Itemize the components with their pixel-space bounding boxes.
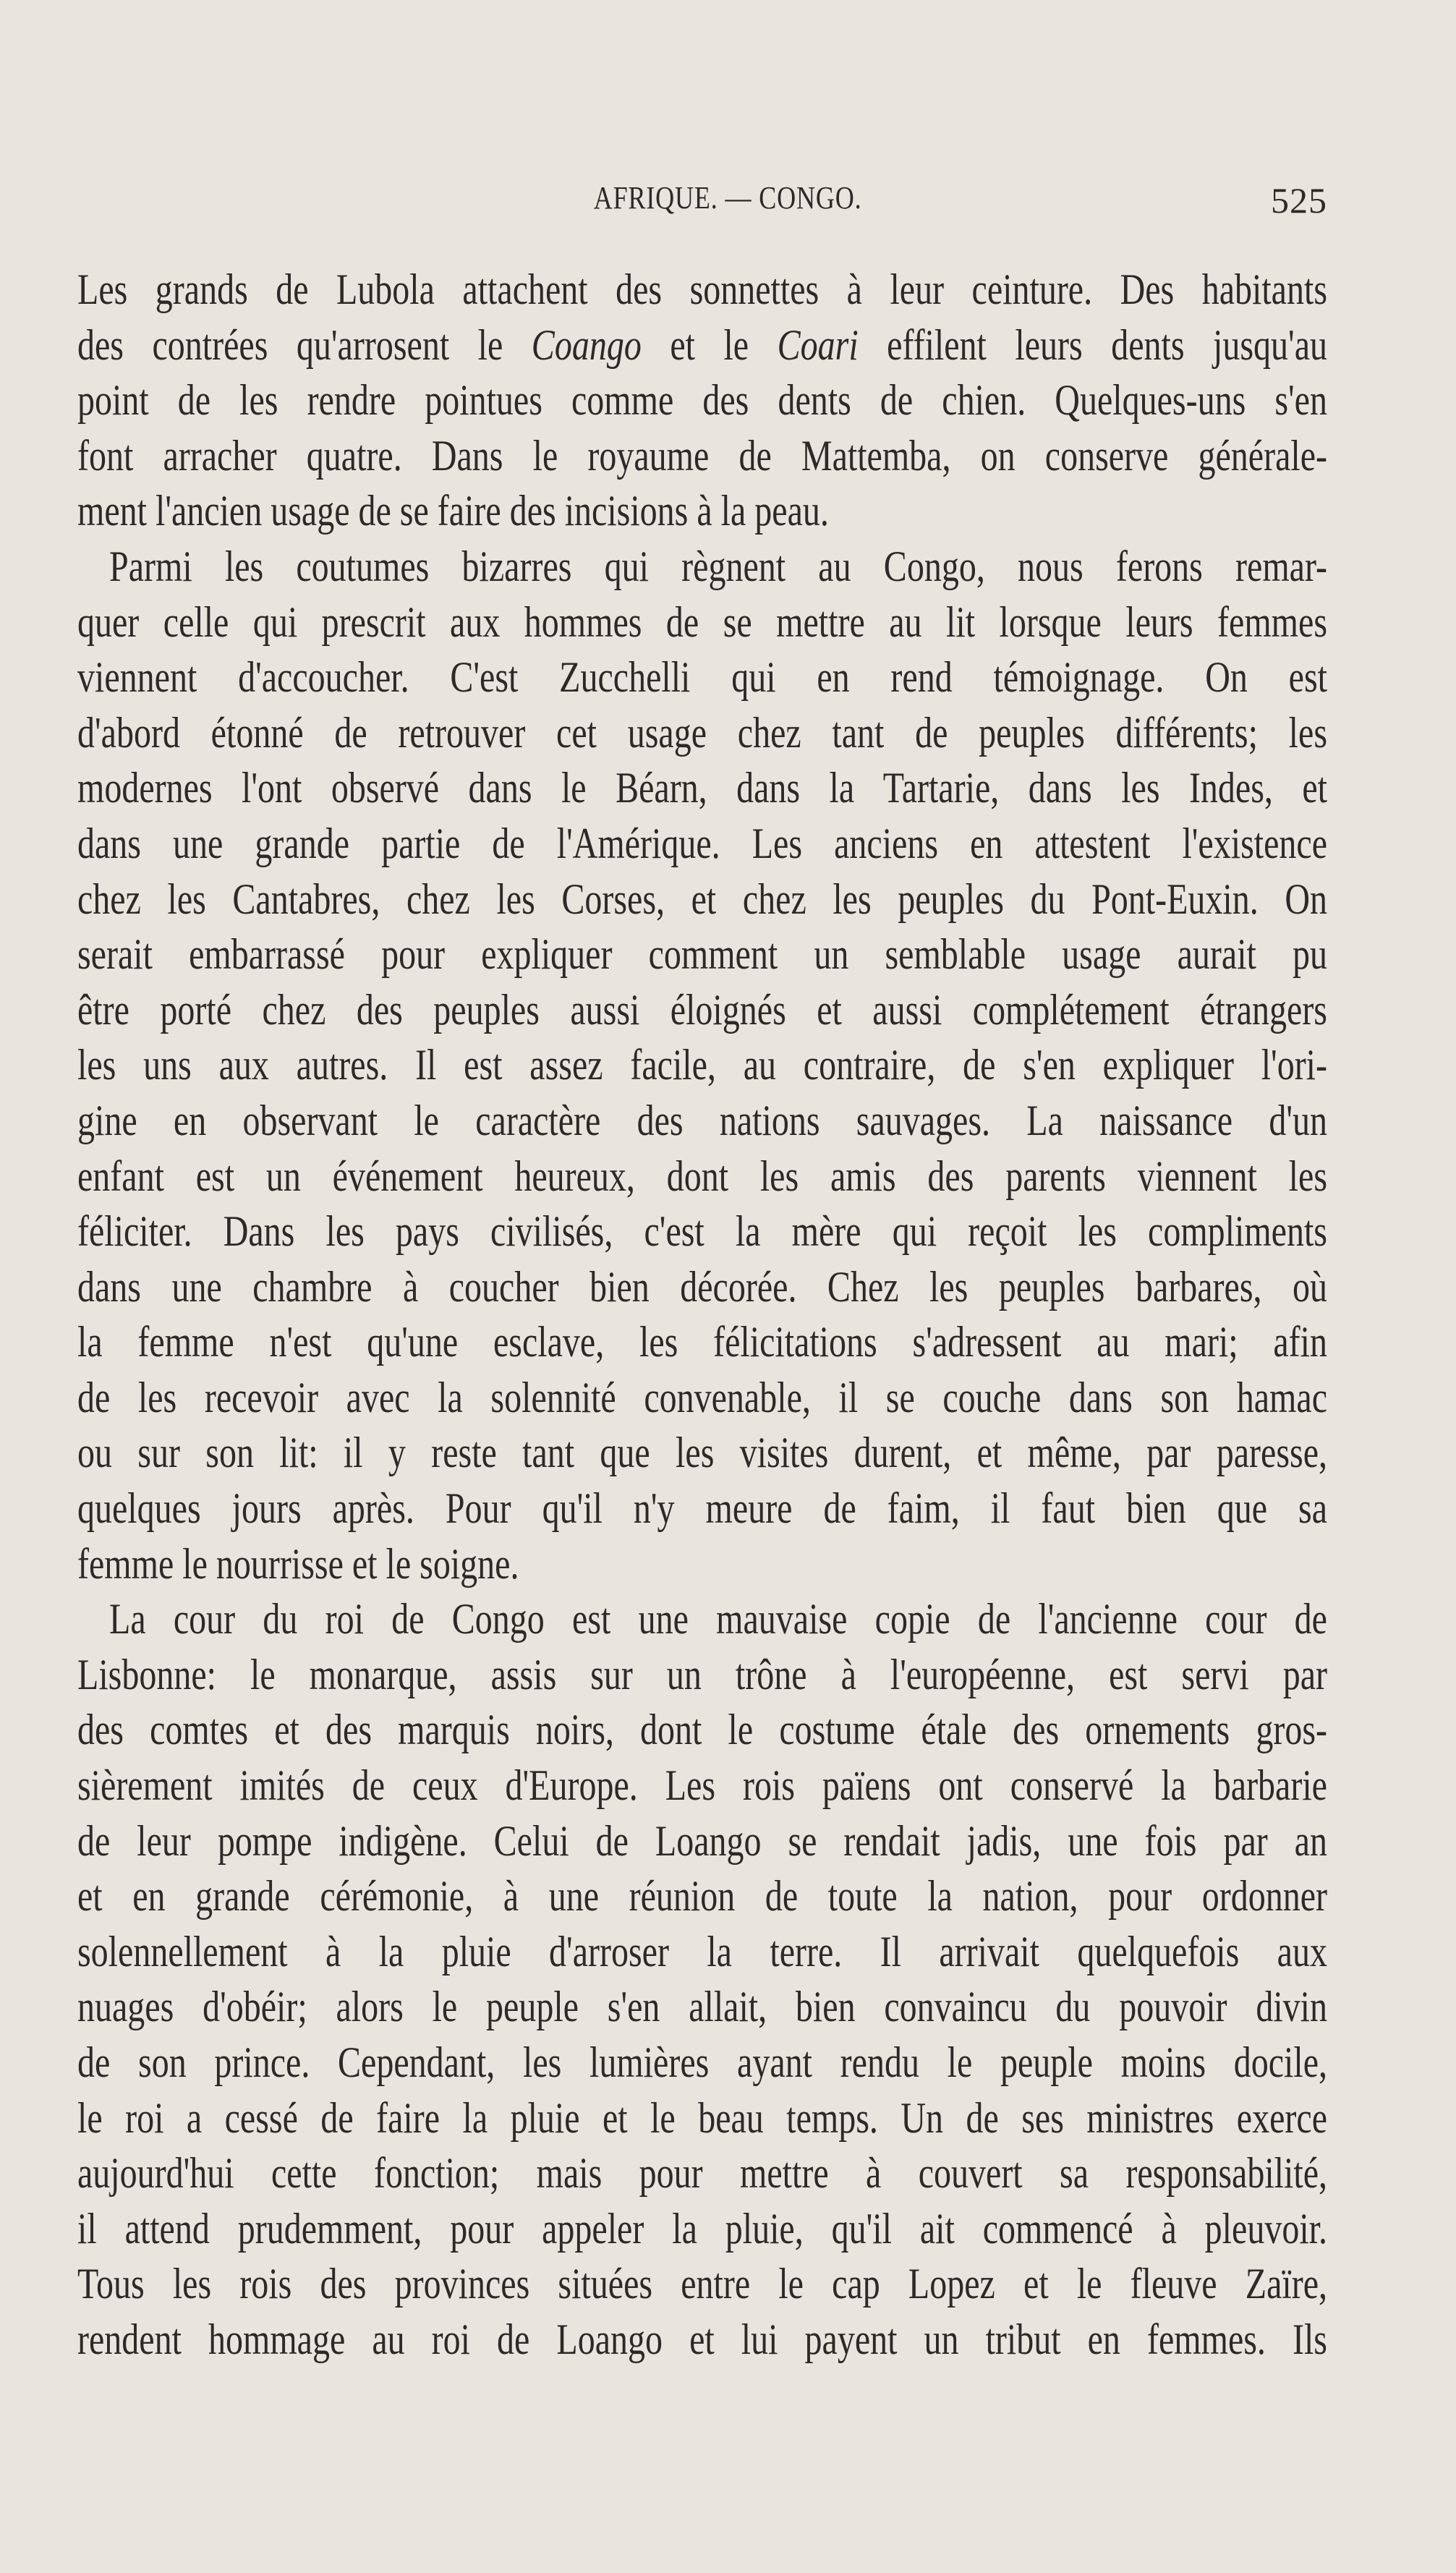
text-line-content — [77, 1093, 1327, 1149]
text-line-content — [77, 1314, 1327, 1370]
text-line — [77, 595, 1327, 650]
text-line — [77, 1149, 1327, 1204]
text-segment: Tous les rois des provinces situées entre le cap Lopez et le fleuve Zaïre, — [77, 2260, 1327, 2308]
text-line-content — [77, 816, 1327, 872]
text-line — [77, 760, 1327, 816]
text-line — [77, 2256, 1327, 2312]
text-segment: et le — [641, 320, 778, 369]
text-segment: la femme n'est qu'une esclave, les félicitations s'adressent au mari; afin — [77, 1318, 1327, 1366]
italic-place-name: Coari — [777, 320, 859, 369]
text-line-content — [77, 539, 1327, 595]
text-segment: Parmi les coutumes bizarres qui règnent au Congo, nous ferons remar- — [109, 542, 1327, 590]
text-line-content — [77, 1758, 1327, 1813]
italic-place-name: Coango — [531, 320, 642, 369]
text-segment: sièrement imités de ceux d'Europe. Les rois païens ont conservé la barbarie — [77, 1761, 1327, 1810]
text-segment: de son prince. Cependant, les lumières ayant rendu le peuple moins docile, — [77, 2038, 1327, 2086]
text-segment: féliciter. Dans les pays civilisés, c'est la mère qui reçoit les compliments — [77, 1207, 1327, 1256]
text-segment: font arracher quatre. Dans le royaume de Mattemba, on conserve générale- — [77, 431, 1327, 480]
text-line — [77, 318, 1327, 373]
text-segment: de leur pompe indigène. Celui de Loango se rendait jadis, une fois par an — [77, 1816, 1327, 1865]
text-line — [77, 2145, 1327, 2201]
text-segment: être porté chez des peuples aussi éloignés et aussi complétement étrangers — [77, 985, 1327, 1034]
text-line-content — [77, 1204, 1327, 1259]
text-line-content — [77, 1813, 1327, 1869]
text-line — [77, 1647, 1327, 1703]
text-segment: enfant est un événement heureux, dont les amis des parents viennent les — [77, 1152, 1327, 1200]
text-line — [77, 650, 1327, 705]
text-segment: quer celle qui prescrit aux hommes de se mettre au lit lorsque leurs femmes — [77, 597, 1327, 646]
text-segment: nuages d'obéir; alors le peuple s'en allait, bien convaincu du pouvoir divin — [77, 1983, 1327, 2031]
text-segment: des contrées qu'arrosent le — [77, 320, 532, 369]
text-line-content — [77, 2035, 1327, 2091]
text-line — [77, 1314, 1327, 1370]
text-line — [77, 1868, 1327, 1924]
text-line-content — [77, 1979, 1327, 2035]
text-line-content — [77, 1536, 1327, 1592]
text-segment: solennellement à la pluie d'arroser la terre. Il arrivait quelquefois aux — [77, 1927, 1327, 1976]
text-line-content — [77, 595, 1327, 650]
text-segment: La cour du roi de Congo est une mauvaise copie de l'ancienne cour de — [109, 1595, 1327, 1643]
text-line — [77, 1204, 1327, 1259]
text-line — [77, 2091, 1327, 2146]
text-segment: de les recevoir avec la solennité convenable, il se couche dans son hamac — [77, 1373, 1327, 1421]
text-line-content — [77, 705, 1327, 761]
page-number: 525 — [1271, 180, 1327, 221]
text-line-content — [77, 262, 1327, 318]
text-line — [77, 1924, 1327, 1980]
text-line — [77, 1813, 1327, 1869]
text-line — [77, 1259, 1327, 1315]
text-line — [77, 1536, 1327, 1592]
text-line — [77, 2035, 1327, 2091]
text-line — [77, 1093, 1327, 1149]
text-line-content — [77, 2312, 1327, 2368]
text-segment: dans une chambre à coucher bien décorée. Chez les peuples barbares, où — [77, 1262, 1327, 1311]
text-line-content — [77, 2256, 1327, 2312]
text-line — [77, 373, 1327, 428]
text-line-content — [77, 1259, 1327, 1315]
text-line-content — [77, 2145, 1327, 2201]
text-line — [77, 816, 1327, 872]
text-line — [77, 1481, 1327, 1536]
text-segment: Les grands de Lubola attachent des sonnettes à leur ceinture. Des habitants — [77, 265, 1327, 313]
text-line — [77, 872, 1327, 927]
text-line-content — [77, 1481, 1327, 1536]
text-line-content — [77, 1924, 1327, 1980]
text-line — [77, 1702, 1327, 1758]
text-line-content — [77, 760, 1327, 816]
text-line-content — [77, 2091, 1327, 2146]
text-line-content — [77, 1591, 1327, 1647]
text-line-content — [77, 483, 1327, 539]
text-line-content — [77, 373, 1327, 428]
text-segment: serait embarrassé pour expliquer comment un semblable usage aurait pu — [77, 930, 1327, 979]
text-line — [77, 705, 1327, 761]
text-segment: modernes l'ont observé dans le Béarn, dans la Tartarie, dans les Indes, et — [77, 764, 1327, 812]
text-line — [77, 428, 1327, 484]
text-line-content — [77, 1149, 1327, 1204]
text-line — [77, 1370, 1327, 1426]
text-line — [77, 982, 1327, 1038]
text-segment: d'abord étonné de retrouver cet usage chez tant de peuples différents; les — [77, 708, 1327, 757]
text-segment: chez les Cantabres, chez les Corses, et chez les peuples du Pont-Euxin. On — [77, 875, 1327, 923]
text-line — [77, 1425, 1327, 1481]
text-segment: dans une grande partie de l'Amérique. Les anciens en attestent l'existence — [77, 819, 1327, 867]
text-line-content — [77, 1647, 1327, 1703]
text-line — [77, 1037, 1327, 1093]
text-segment: quelques jours après. Pour qu'il n'y meure de faim, il faut bien que sa — [77, 1484, 1327, 1533]
text-line — [77, 2201, 1327, 2257]
text-line-content — [77, 2201, 1327, 2257]
text-segment: rendent hommage au roi de Loango et lui payent un tribut en femmes. Ils — [77, 2315, 1327, 2363]
text-line — [77, 1758, 1327, 1813]
text-line-content — [77, 1868, 1327, 1924]
text-segment: ment l'ancien usage de se faire des incisions à la peau. — [77, 487, 829, 535]
text-line — [77, 262, 1327, 318]
text-line-content — [77, 1702, 1327, 1758]
text-segment: le roi a cessé de faire la pluie et le beau temps. Un de ses ministres exerce — [77, 2093, 1327, 2142]
body-text — [77, 262, 1327, 2368]
running-head — [0, 179, 1456, 216]
text-segment: et en grande cérémonie, à une réunion de toute la nation, pour ordonner — [77, 1872, 1327, 1921]
text-line-content — [77, 982, 1327, 1038]
text-segment: des comtes et des marquis noirs, dont le costume étale des ornements gros- — [77, 1706, 1327, 1754]
paragraph-first-line — [77, 1591, 1327, 1647]
text-line-content — [77, 1425, 1327, 1481]
text-line — [77, 1979, 1327, 2035]
text-line — [77, 483, 1327, 539]
text-segment: ou sur son lit: il y reste tant que les visites durent, et même, par paresse, — [77, 1429, 1327, 1477]
text-segment: aujourd'hui cette fonction; mais pour mettre à couvert sa responsabilité, — [77, 2149, 1327, 2198]
text-line-content — [77, 927, 1327, 982]
text-segment: viennent d'accoucher. C'est Zucchelli qui en rend témoignage. On est — [77, 653, 1327, 702]
text-line-content — [77, 650, 1327, 705]
text-segment: effilent leurs dents jusqu'au — [858, 320, 1327, 369]
text-segment: il attend prudemment, pour appeler la pluie, qu'il ait commencé à pleuvoir. — [77, 2204, 1327, 2253]
text-segment: femme le nourrisse et le soigne. — [77, 1539, 519, 1588]
text-line-content — [77, 1037, 1327, 1093]
text-line — [77, 927, 1327, 982]
text-segment: les uns aux autres. Il est assez facile, au contraire, de s'en expliquer l'ori- — [77, 1041, 1327, 1089]
running-head-text: AFRIQUE. — CONGO. — [594, 180, 862, 216]
paragraph-first-line — [77, 539, 1327, 595]
text-line-content — [77, 872, 1327, 927]
text-line-content — [77, 428, 1327, 484]
text-line-content — [77, 318, 1327, 373]
text-segment: gine en observant le caractère des nations sauvages. La naissance d'un — [77, 1096, 1327, 1144]
text-line-content — [77, 1370, 1327, 1426]
text-segment: point de les rendre pointues comme des dents de chien. Quelques-uns s'en — [77, 376, 1327, 425]
text-line — [77, 2312, 1327, 2368]
text-segment: Lisbonne: le monarque, assis sur un trône à l'européenne, est servi par — [77, 1650, 1327, 1698]
